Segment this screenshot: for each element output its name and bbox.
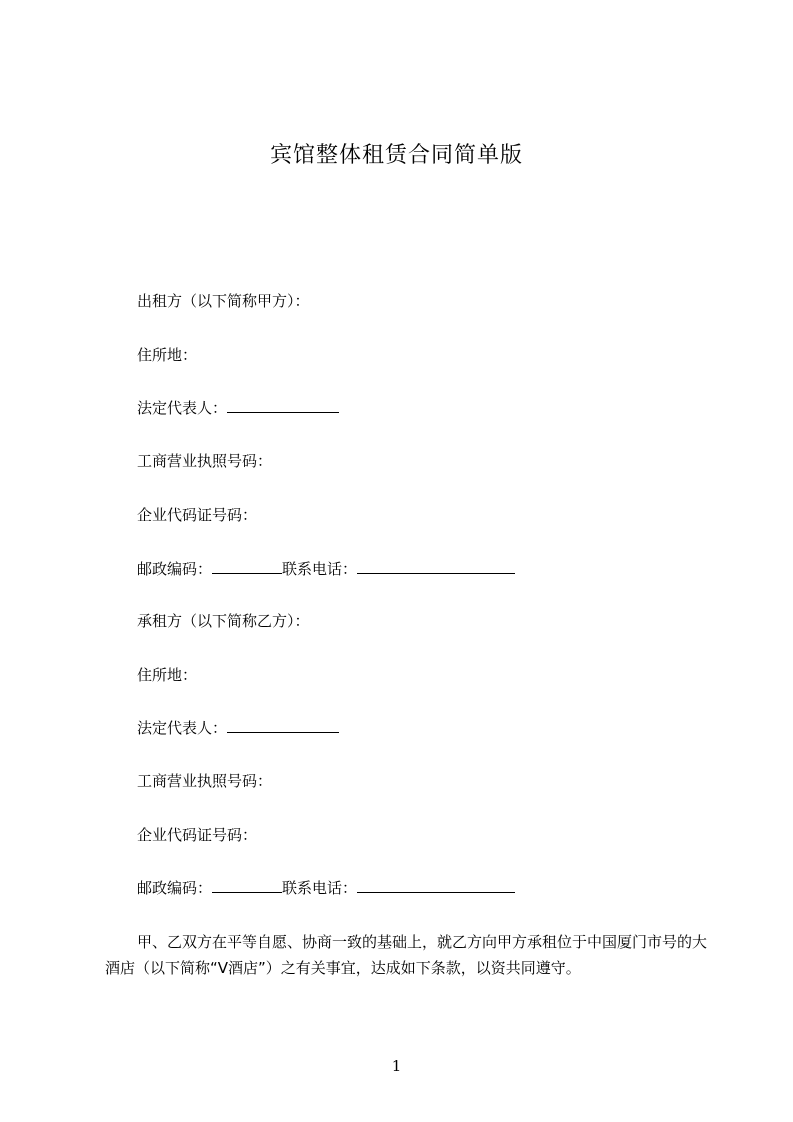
lessor-phone-blank <box>357 559 515 574</box>
lessor-postcode-blank <box>212 559 282 574</box>
lessee-rep-row <box>137 718 339 738</box>
lessor-license-label: 工商营业执照号码： <box>137 452 273 470</box>
lessor-contact-row <box>137 559 515 579</box>
lessee-rep-label: 法定代表人： <box>137 719 228 737</box>
document-title: 宾馆整体租赁合同简单版 <box>269 143 523 168</box>
lessee-heading: 承租方（以下简称乙方）： <box>137 612 310 630</box>
lessor-heading: 出租方（以下简称甲方）： <box>137 292 310 310</box>
lessee-license-label: 工商营业执照号码： <box>137 772 273 790</box>
page-number: 1 <box>391 1057 402 1075</box>
lessor-rep-label: 法定代表人： <box>137 399 228 417</box>
lessor-address-label: 住所地： <box>137 346 198 364</box>
lessee-contact-row <box>137 878 515 898</box>
intro-paragraph-text: 甲、乙双方在平等自愿、协商一致的基础上，就乙方向甲方承租位于中国厦门市号的大酒店（以下简称“V酒店”）之有关事宜，达成如下条款，以资共同遵守。 <box>105 933 708 977</box>
lessor-rep-row <box>137 398 339 418</box>
lessee-rep-blank <box>227 718 339 733</box>
lessor-org-code-label: 企业代码证号码： <box>137 506 258 524</box>
intro-paragraph <box>105 929 720 981</box>
lessee-phone-blank <box>357 878 515 893</box>
lessee-postcode-blank <box>212 878 282 893</box>
lessor-postcode-label: 邮政编码： <box>137 560 213 578</box>
lessee-address-label: 住所地： <box>137 666 198 684</box>
lessee-postcode-label: 邮政编码： <box>137 879 213 897</box>
lessor-phone-label: 联系电话： <box>282 560 358 578</box>
lessee-phone-label: 联系电话： <box>282 879 358 897</box>
lessor-rep-blank <box>227 398 339 413</box>
lessee-org-code-label: 企业代码证号码： <box>137 826 258 844</box>
